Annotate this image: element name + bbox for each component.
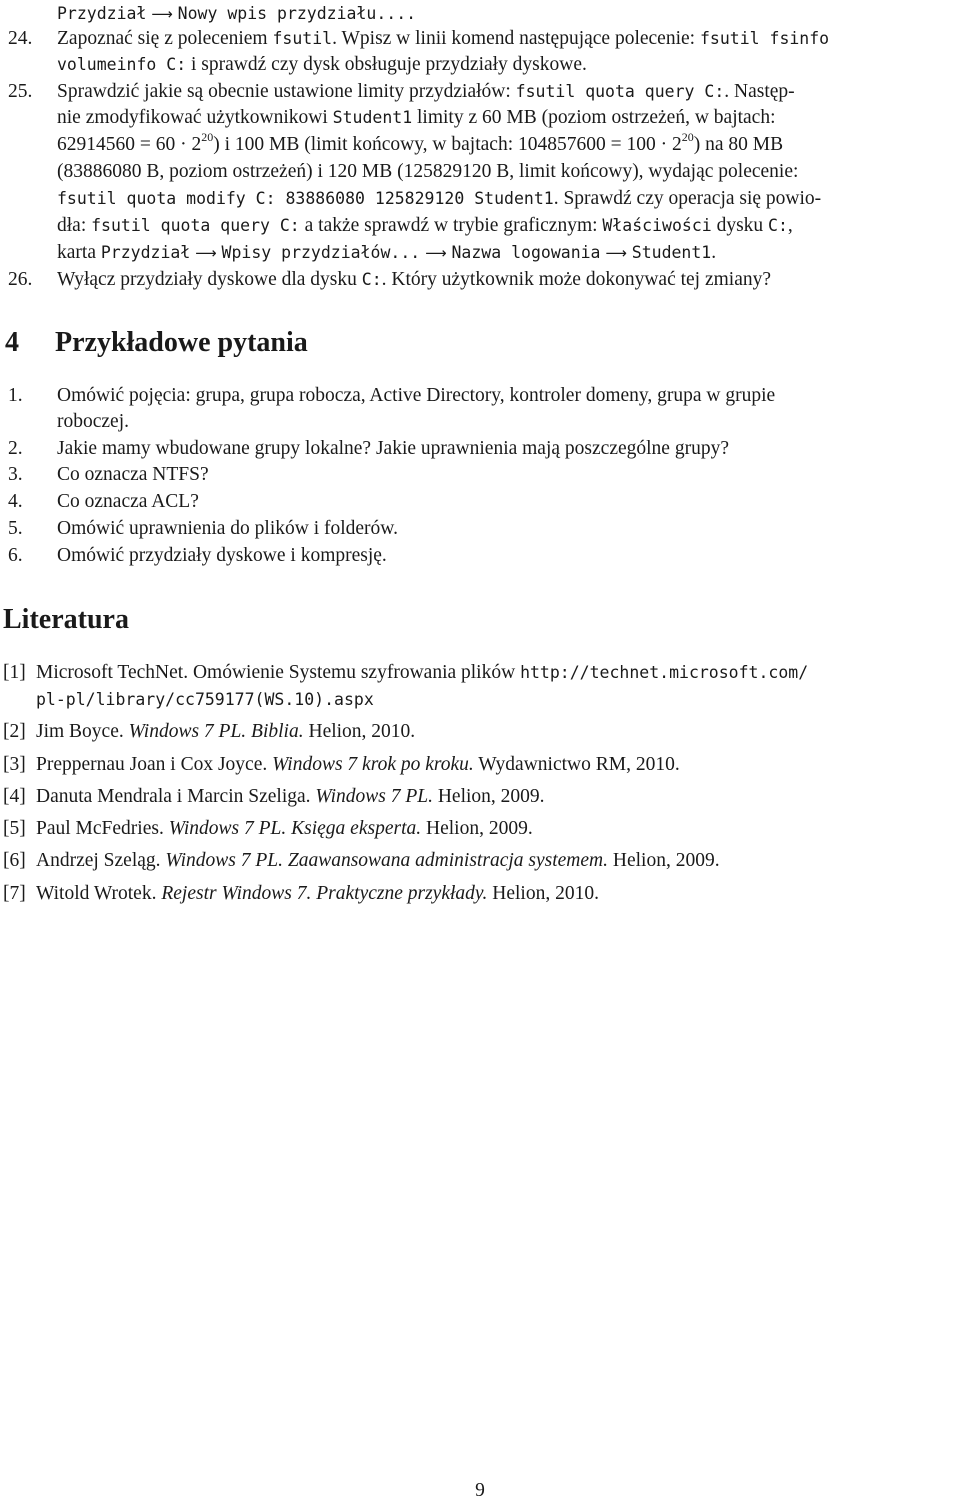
item-text-line: Wyłącz przydziały dyskowe dla dysku C:. Który użytkownik może dokonywać tej zmiany? [57,269,772,290]
question-number: 5. [8,518,23,539]
code-nowy-wpis: Nowy wpis przydziału.... [177,4,417,23]
question-text: Co oznacza NTFS? [57,464,209,485]
question-text: Omówić przydziały dyskowe i kompresję. [57,545,387,566]
question-text: roboczej. [57,411,130,432]
question-text: Omówić uprawnienia do plików i folderów. [57,518,398,539]
item-text-line: fsutil quota modify C: 83886080 125829120 Student1. Sprawdź czy operacja się powio- [57,188,822,209]
item-number: 24. [8,28,33,49]
question-text: Jakie mamy wbudowane grupy lokalne? Jakie uprawnienia mają poszczególne grupy? [57,438,729,459]
arrow-icon: ⟶ [195,244,217,262]
section-number: 4 [5,327,19,358]
item-text-line: $62914560 = 60 \cdot 2^{20}$) i 100 MB (limit końcowy, w bajtach: $104857600 = 100 \cdot 2^{20}$) na 80 MB [57,129,784,155]
question-number: 3. [8,464,23,485]
document-page: Przydział ⟶ Nowy wpis przydziału.... 24. Zapoznać się z poleceniem fsutil. Wpisz w linii komend następujące polecenie: fsutil fsinfo volumeinfo C: i sprawdź czy dysk obsługuje przydziały dyskowe. 25. Sprawdzić jakie są obecnie ustawione limity przydziałów: fsutil quota query C:. Następ- nie zmodyfikować użytkownikowi Student1 limity z 60 MB (poziom ostrzeżeń, w bajtach: $62914560 = 60 \cdot 2^{20}$) i 100 MB (limit końcowy, w bajtach: $104857600 = 100 \cdot 2^{20}$) na 80 MB (83886080 B, poziom ostrzeżeń) i 120 MB (125829120 B, limit końcowy), wydając polecenie: fsutil quota modify C: 83886080 125829120 Student1. Sprawdź czy operacja się powio- dła: fsutil quota query C: a także sprawdź w trybie graficznym: Właściwości dysku C:, karta Przydział ⟶ Wpisy przydziałów... ⟶ Nazwa logowania ⟶ Student1. 26. Wyłącz przydziały dyskowe dla dysku C:. Który użytkownik może dokonywać tej zmiany? 4 Przykładowe pytania 1. Omówić pojęcia: grupa, grupa robocza, Active Directory, kontroler domeny, grupa w grupie roboczej. 2. Jakie mamy wbudowane grupy lokalne? Jakie uprawnienia mają poszczególne grupy? 3. Co oznacza NTFS? 4. Co oznacza ACL? 5. Omówić uprawnienia do plików i folderów. 6. Omówić przydziały dyskowe i kompresję. Literatura [1] Microsoft TechNet. Omówienie Systemu szyfrowania plików http://technet.microsoft.com/ pl-pl/library/cc759177(WS.10).aspx [2] Jim Boyce. Windows 7 PL. Biblia. Helion, 2010. [3] Preppernau Joan i Cox Joyce. Windows 7 krok po kroku. Wydawnictwo RM, 2010. [4] Danuta Mendrala i Marcin Szeliga. Windows 7 PL. Helion, 2009. [5] Paul McFedries. Windows 7 PL. Księga eksperta. Helion, 2009. [6] Andrzej Szeląg. Windows 7 PL. Zaawansowana administracja systemem. Helion, 2009. [7] Witold Wrotek. Rejestr Windows 7. Praktyczne przykłady. Helion, 2010. 9 [0,0,960,1501]
arrow-icon: ⟶ [605,244,627,262]
question-text: Co oznacza ACL? [57,491,199,512]
item-number: 25. [8,81,33,102]
item-text-line: karta Przydział ⟶ Wpisy przydziałów... ⟶ Nazwa logowania ⟶ Student1. [57,242,717,263]
question-number: 2. [8,438,23,459]
section-title: Przykładowe pytania [55,327,308,358]
reference-link[interactable]: pl-pl/library/cc759177(WS.10).aspx [36,690,374,709]
item-text-line: Zapoznać się z poleceniem fsutil. Wpisz w linii komend następujące polecenie: fsutil fsinfo [57,28,830,49]
arrow-icon: ⟶ [425,244,447,262]
item-text-line: nie zmodyfikować użytkownikowi Student1 limity z 60 MB (poziom ostrzeżeń, w bajtach: [57,107,776,128]
code-przydzial: Przydział [57,4,147,23]
arrow-icon: ⟶ [151,5,173,23]
continuation-line [57,0,416,28]
question-number: 6. [8,545,23,566]
question-number: 4. [8,491,23,512]
references-heading: Literatura [3,604,129,635]
question-number: 1. [8,385,23,406]
reference-link[interactable]: http://technet.microsoft.com/ [520,663,809,682]
item-text-line: (83886080 B, poziom ostrzeżeń) i 120 MB (125829120 B, limit końcowy), wydając polecenie: [57,161,799,182]
item-text-line: dła: fsutil quota query C: a także sprawdź w trybie graficznym: Właściwości dysku C:, [57,215,793,236]
item-number: 26. [8,269,33,290]
page-number: 9 [475,1480,485,1501]
section-heading [5,327,308,359]
item-text-line: volumeinfo C: i sprawdź czy dysk obsługuje przydziały dyskowe. [57,54,587,75]
question-text: Omówić pojęcia: grupa, grupa robocza, Active Directory, kontroler domeny, grupa w grupie [57,385,776,406]
item-text-line: Sprawdzić jakie są obecnie ustawione limity przydziałów: fsutil quota query C:. Następ- [57,81,795,102]
